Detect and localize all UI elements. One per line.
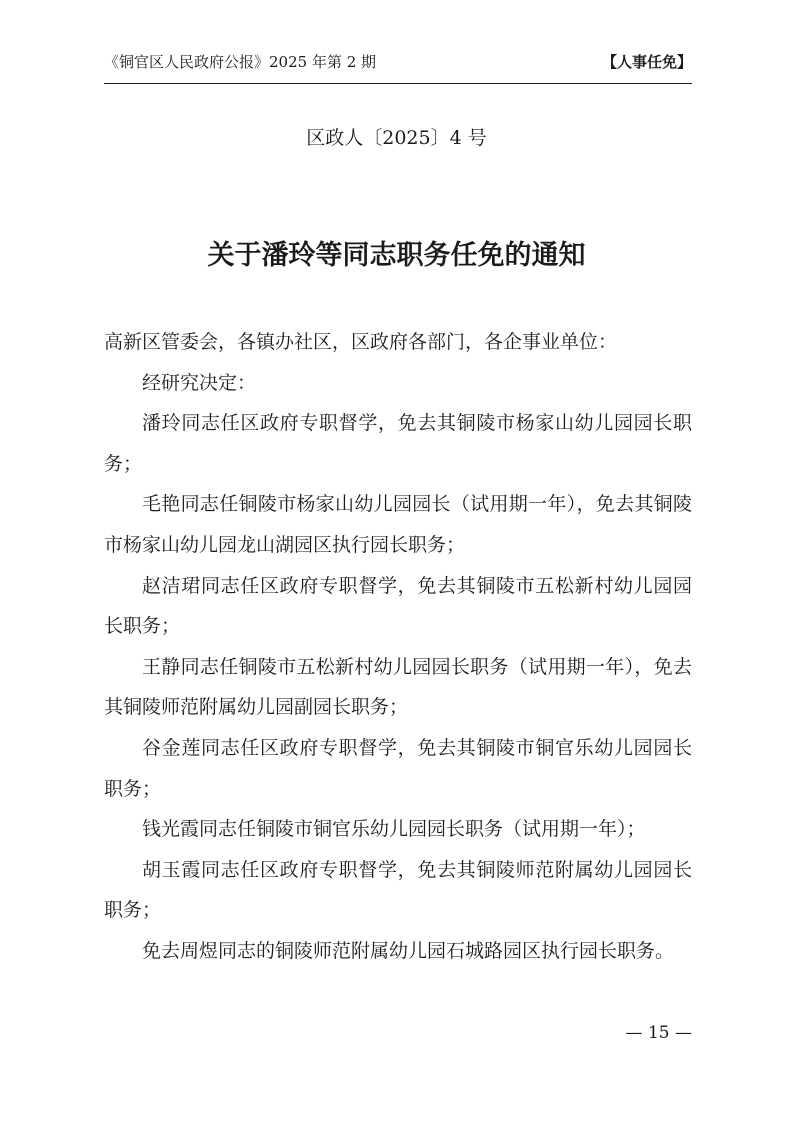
- running-header: [104, 50, 692, 84]
- addressee-line: 高新区管委会，各镇办社区，区政府各部门，各企事业单位：: [104, 331, 618, 353]
- document-number: 区政人〔2025〕4 号: [306, 127, 487, 149]
- paragraph-removal: 免去周煜同志的铜陵师范附属幼儿园石城路园区执行园长职务。: [142, 939, 675, 962]
- paragraph-appointment: 赵洁珺同志任区政府专职督学，免去其铜陵市五松新村幼儿园园长职务；: [104, 574, 692, 638]
- paragraph-appointment: 谷金莲同志任区政府专职督学，免去其铜陵市铜官乐幼儿园园长职务；: [104, 736, 692, 800]
- document-body: [104, 322, 692, 972]
- paragraph-appointment: 钱光霞同志任铜陵市铜官乐幼儿园园长职务（试用期一年）；: [142, 818, 646, 841]
- paragraph-appointment: 潘玲同志任区政府专职督学，免去其铜陵市杨家山幼儿园园长职务；: [104, 412, 692, 475]
- page-number: — 15 —: [625, 1023, 692, 1043]
- publication-title: 《铜官区人民政府公报》2025 年第 2 期: [104, 53, 377, 71]
- paragraph-appointment: 毛艳同志任铜陵市杨家山幼儿园园长（试用期一年），免去其铜陵市杨家山幼儿园龙山湖园区执行园长职务；: [104, 493, 692, 556]
- document-title: 关于潘玲等同志职务任免的通知: [207, 240, 586, 271]
- paragraph-decision-intro: 经研究决定：: [142, 371, 257, 394]
- paragraph-appointment: 王静同志任铜陵市五松新村幼儿园园长职务（试用期一年），免去其铜陵师范附属幼儿园副园长职务；: [104, 655, 692, 719]
- paragraph-appointment: 胡玉霞同志任区政府专职督学，免去其铜陵师范附属幼儿园园长职务；: [104, 858, 692, 922]
- section-label: 【人事任免】: [601, 53, 692, 71]
